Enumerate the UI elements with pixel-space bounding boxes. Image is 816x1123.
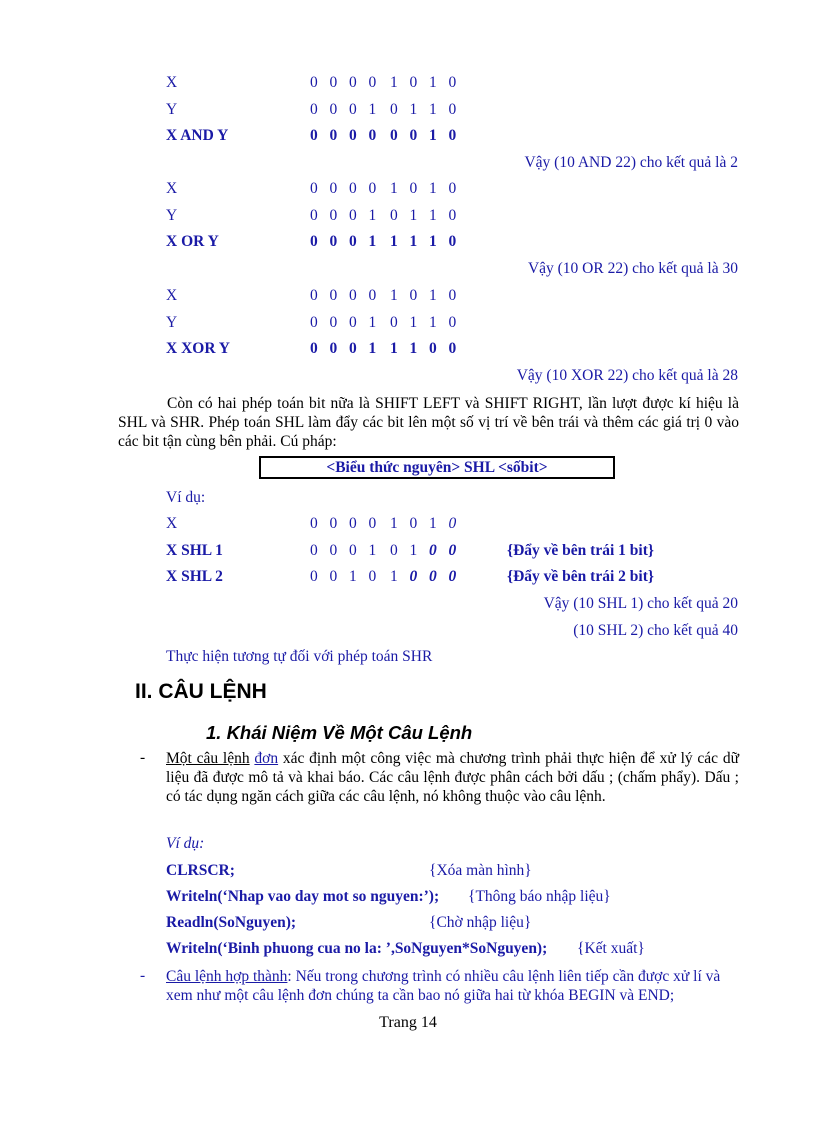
table-row-label: X (166, 287, 178, 304)
bit-value: 0 (409, 127, 418, 144)
example-label-2: Ví dụ: (166, 835, 205, 852)
bit-value: 1 (368, 100, 377, 118)
example-label: Ví dụ: (166, 489, 206, 506)
bit-value: 0 (329, 568, 338, 585)
bit-value: 0 (310, 233, 318, 250)
bit-value: 1 (429, 74, 437, 91)
bit-value: 1 (429, 180, 437, 197)
bit-value: 1 (368, 340, 377, 357)
bit-value: 0 (390, 100, 398, 118)
bit-value: 0 (349, 287, 357, 304)
bit-value: 0 (368, 287, 377, 304)
bit-value: 1 (349, 568, 357, 585)
bit-value: 1 (390, 233, 398, 250)
bit-value: 0 (429, 340, 437, 357)
term-simple: đơn (254, 750, 279, 767)
bullet-2-rest: : Nếu trong chương trình có nhiều câu lệnh liên tiếp cần được xử lí và xem như một câu lệnh đơn chúng ta cần bao nó giữa hai từ khóa BEGIN và END; (166, 968, 721, 1004)
bit-value: 1 (368, 233, 377, 250)
bit-value: 0 (448, 542, 457, 559)
bit-value: 0 (329, 340, 338, 357)
bit-value: 1 (390, 515, 398, 532)
bit-value: 1 (368, 542, 377, 559)
bit-value: 1 (429, 206, 437, 224)
bit-value: 0 (409, 287, 418, 304)
bit-value: 0 (329, 127, 338, 144)
bit-value: 0 (409, 568, 418, 585)
bit-value: 0 (349, 100, 357, 118)
bit-value: 0 (310, 287, 318, 304)
bit-value: 0 (329, 74, 338, 91)
bit-value: 1 (409, 340, 418, 357)
bit-value: 0 (329, 206, 338, 224)
bit-value: 0 (349, 127, 357, 144)
bit-value: 0 (448, 180, 457, 197)
bit-value: 0 (310, 74, 318, 91)
bullet-dash-1: - (140, 749, 146, 766)
bit-value: 0 (448, 340, 457, 357)
bit-value: 1 (368, 313, 377, 331)
table-row-bits (310, 101, 468, 119)
table-row-label: X OR Y (166, 233, 219, 250)
code-comment-4: {Kết xuất} (577, 940, 645, 957)
bit-value: 0 (329, 233, 338, 250)
shift-paragraph: Còn có hai phép toán bit nữa là SHIFT LEFT và SHIFT RIGHT, lần lượt được kí hiệu là SHL và SHR. Phép toán SHL làm đẩy các bit lên một số vị trí về bên trái và thêm các giá trị 0 vào các bit tận cùng bên phải. Cú pháp: (118, 395, 739, 450)
table-row-bits (310, 287, 468, 305)
bit-value: 0 (349, 74, 357, 91)
bit-value: 0 (448, 127, 457, 144)
table-row-bits (310, 340, 468, 358)
table-row-bits (310, 207, 468, 225)
bit-value: 0 (368, 568, 377, 585)
bit-value: 0 (448, 233, 457, 250)
bit-value: 0 (329, 313, 338, 331)
bit-value: 1 (390, 568, 398, 585)
bit-value: 0 (448, 287, 457, 304)
bit-value: 0 (310, 313, 318, 331)
table-row-bits (310, 314, 468, 332)
bit-value: 0 (390, 127, 398, 144)
bit-value: 0 (329, 100, 338, 118)
table-row-bits (310, 127, 468, 145)
bit-value: 0 (349, 313, 357, 331)
section-heading: II. CÂU LỆNH (135, 680, 267, 703)
shl-row-bits (310, 515, 468, 533)
page-number: Trang 14 (379, 1014, 437, 1031)
or-result: Vậy (10 OR 22) cho kết quả là 30 (527, 260, 738, 277)
bit-value: 1 (429, 287, 437, 304)
bit-value: 0 (448, 515, 457, 532)
bit-value: 0 (409, 74, 418, 91)
bit-value: 0 (310, 180, 318, 197)
table-row-label: X XOR Y (166, 340, 231, 357)
bit-value: 0 (390, 313, 398, 331)
shl-comment: {Đẩy về bên trái 1 bit} (507, 542, 654, 559)
bit-value: 0 (409, 180, 418, 197)
bit-value: 0 (310, 206, 318, 224)
table-row-bits (310, 233, 468, 251)
table-row-bits (310, 180, 468, 198)
bit-value: 0 (368, 180, 377, 197)
bit-value: 1 (409, 100, 418, 118)
bit-value: 0 (448, 206, 457, 224)
bit-value: 0 (368, 127, 377, 144)
bit-value: 0 (349, 233, 357, 250)
bit-value: 0 (310, 340, 318, 357)
table-row-label: X AND Y (166, 127, 229, 144)
bit-value: 0 (329, 287, 338, 304)
code-comment-2: {Thông báo nhập liệu} (468, 888, 611, 905)
shl-row-bits (310, 542, 468, 560)
shl-row-label: X (166, 515, 178, 532)
bit-value: 0 (310, 127, 318, 144)
term-simple-statement: Một câu lệnh (166, 750, 250, 767)
table-row-label: Y (166, 206, 178, 224)
bit-value: 0 (448, 100, 457, 118)
shl-result-2: (10 SHL 2) cho kết quả 40 (573, 622, 738, 639)
bit-value: 0 (390, 542, 398, 559)
bit-value: 0 (390, 206, 398, 224)
bit-value: 1 (390, 74, 398, 91)
bit-value: 0 (349, 515, 357, 532)
bit-value: 1 (429, 233, 437, 250)
shl-row-label: X SHL 1 (166, 542, 223, 559)
code-comment-3: {Chờ nhập liệu} (429, 914, 532, 931)
table-row-label: Y (166, 313, 178, 331)
bit-value: 1 (390, 340, 398, 357)
bit-value: 0 (448, 568, 457, 585)
syntax-box: <Biểu thức nguyên> SHL <sốbit> (259, 456, 615, 479)
bit-value: 0 (349, 542, 357, 559)
code-comment-1: {Xóa màn hình} (429, 862, 532, 879)
bit-value: 0 (429, 568, 437, 585)
bit-value: 1 (429, 127, 437, 144)
code-line-2: Writeln(‘Nhap vao day mot so nguyen:’); (166, 888, 440, 905)
code-line-4: Writeln(‘Binh phuong cua no la: ’,SoNguyen*SoNguyen); (166, 940, 548, 957)
bit-value: 0 (368, 74, 377, 91)
code-line-1: CLRSCR; (166, 862, 235, 879)
bullet-1-rest: xác định một công việc mà chương trình phải thực hiện để xử lý các dữ liệu đã được mô tả và khai báo. Các câu lệnh được phân cách bởi dấu ; (chấm phẩy). Dấu ; có tác dụng ngăn cách giữa các câu lệnh, nó không thuộc vào câu lệnh. (166, 750, 739, 805)
bit-value: 0 (310, 568, 318, 585)
bit-value: 1 (390, 180, 398, 197)
table-row-label: X (166, 74, 178, 91)
bit-value: 0 (349, 206, 357, 224)
bit-value: 0 (310, 100, 318, 118)
bit-value: 0 (329, 180, 338, 197)
bit-value: 1 (409, 233, 418, 250)
bit-value: 1 (409, 542, 418, 559)
bit-value: 1 (409, 313, 418, 331)
bit-value: 1 (368, 206, 377, 224)
subsection-heading: 1. Khái Niệm Về Một Câu Lệnh (206, 722, 473, 743)
code-line-3: Readln(SoNguyen); (166, 914, 297, 931)
bit-value: 1 (409, 206, 418, 224)
bit-value: 1 (429, 313, 437, 331)
bit-value: 0 (310, 542, 318, 559)
and-result: Vậy (10 AND 22) cho kết quả là 2 (524, 154, 738, 171)
bit-value: 1 (429, 100, 437, 118)
table-row-label: Y (166, 100, 178, 118)
term-compound-statement: Câu lệnh hợp thành (166, 968, 288, 985)
bit-value: 0 (429, 542, 437, 559)
bit-value: 0 (349, 340, 357, 357)
bit-value: 0 (310, 515, 318, 532)
shl-comment: {Đẩy về bên trái 2 bit} (507, 568, 654, 585)
bit-value: 0 (349, 180, 357, 197)
shl-row-bits (310, 568, 468, 586)
bit-value: 0 (329, 542, 338, 559)
bit-value: 0 (448, 74, 457, 91)
bit-value: 0 (448, 313, 457, 331)
bit-value: 1 (429, 515, 437, 532)
table-row-label: X (166, 180, 178, 197)
bullet-dash-2: - (140, 967, 146, 984)
bit-value: 1 (390, 287, 398, 304)
shr-note: Thực hiện tương tự đối với phép toán SHR (166, 648, 433, 665)
bullet-1-text (166, 749, 739, 806)
table-row-bits (310, 74, 468, 92)
bit-value: 0 (329, 515, 338, 532)
bullet-2-text (166, 967, 739, 1005)
bit-value: 0 (368, 515, 377, 532)
shl-result-1: Vậy (10 SHL 1) cho kết quả 20 (543, 595, 738, 612)
xor-result: Vậy (10 XOR 22) cho kết quả là 28 (516, 367, 738, 384)
shl-row-label: X SHL 2 (166, 568, 223, 585)
bit-value: 0 (409, 515, 418, 532)
